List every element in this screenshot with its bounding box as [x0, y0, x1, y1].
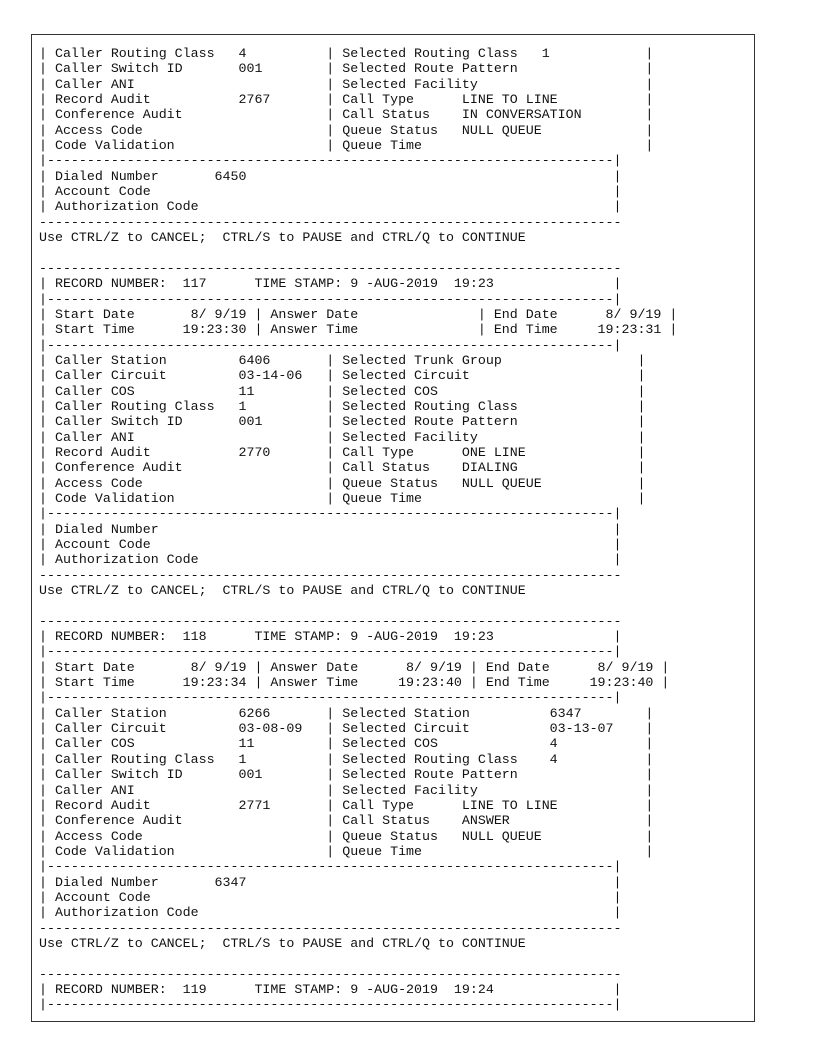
- terminal-line: | Access Code | Queue Status NULL QUEUE |: [39, 122, 654, 138]
- terminal-line: | Conference Audit | Call Status DIALING |: [39, 460, 646, 476]
- terminal-line: | Conference Audit | Call Status IN CONVERSATION |: [39, 107, 654, 123]
- terminal-line: | Caller ANI | Selected Facility |: [39, 782, 654, 798]
- terminal-line: | Caller Station 6266 | Selected Station 6347 |: [39, 705, 654, 721]
- terminal-line: | Dialed Number 6347 |: [39, 874, 622, 890]
- terminal-line: | Dialed Number |: [39, 521, 622, 537]
- terminal-line: | Caller ANI | Selected Facility |: [39, 76, 654, 92]
- terminal-line: | Caller Routing Class 1 | Selected Routing Class 4 |: [39, 751, 654, 767]
- terminal-line: | Caller Routing Class 1 | Selected Routing Class |: [39, 398, 646, 414]
- terminal-line: -------------------------------------------------------------------------: [39, 260, 622, 276]
- terminal-line: | Caller Routing Class 4 | Selected Routing Class 1 |: [39, 46, 654, 61]
- terminal-line: | Access Code | Queue Status NULL QUEUE |: [39, 828, 654, 844]
- terminal-line: |-----------------------------------------------------------------------|: [39, 291, 622, 307]
- terminal-line: | Caller Station 6406 | Selected Trunk Group |: [39, 352, 646, 368]
- prompt-line: Use CTRL/Z to CANCEL; CTRL/S to PAUSE and CTRL/Q to CONTINUE: [39, 935, 526, 951]
- terminal-line: | Caller Circuit 03-08-09 | Selected Circuit 03-13-07 |: [39, 721, 654, 737]
- terminal-line: | Caller COS 11 | Selected COS |: [39, 383, 646, 399]
- terminal-line: | Start Date 8/ 9/19 | Answer Date 8/ 9/19 | End Date 8/ 9/19 |: [39, 659, 670, 675]
- terminal-line: | Account Code |: [39, 537, 622, 552]
- terminal-line: | RECORD NUMBER: 119 TIME STAMP: 9 -AUG-2019 19:24 |: [39, 981, 622, 997]
- terminal-line: | Authorization Code |: [39, 199, 622, 215]
- terminal-line: | Code Validation | Queue Time |: [39, 490, 646, 506]
- terminal-line: | Start Time 19:23:34 | Answer Time 19:23:40 | End Time 19:23:40 |: [39, 675, 670, 691]
- terminal-line: |-----------------------------------------------------------------------|: [39, 859, 622, 875]
- terminal-output: [39, 46, 677, 1013]
- terminal-line: | Account Code |: [39, 184, 622, 200]
- terminal-line: | Caller Circuit 03-14-06 | Selected Circuit |: [39, 368, 646, 384]
- terminal-line: | RECORD NUMBER: 118 TIME STAMP: 9 -AUG-2019 19:23 |: [39, 629, 622, 645]
- terminal-line: | Start Time 19:23:30 | Answer Time | End Time 19:23:31 |: [39, 322, 678, 338]
- prompt-line: Use CTRL/Z to CANCEL; CTRL/S to PAUSE and CTRL/Q to CONTINUE: [39, 230, 526, 246]
- terminal-line: | Start Date 8/ 9/19 | Answer Date | End Date 8/ 9/19 |: [39, 306, 678, 322]
- terminal-line: -------------------------------------------------------------------------: [39, 920, 622, 936]
- terminal-line: | Caller COS 11 | Selected COS 4 |: [39, 736, 654, 752]
- terminal-line: |-----------------------------------------------------------------------|: [39, 506, 622, 522]
- prompt-line: Use CTRL/Z to CANCEL; CTRL/S to PAUSE and CTRL/Q to CONTINUE: [39, 583, 526, 599]
- terminal-line: | Authorization Code |: [39, 905, 622, 921]
- terminal-line: | Dialed Number 6450 |: [39, 168, 622, 184]
- terminal-line: [39, 951, 677, 966]
- terminal-line: -------------------------------------------------------------------------: [39, 214, 622, 230]
- terminal-line: | Code Validation | Queue Time |: [39, 138, 654, 154]
- terminal-line: -------------------------------------------------------------------------: [39, 966, 622, 982]
- terminal-line: | Code Validation | Queue Time |: [39, 843, 654, 859]
- terminal-line: | Caller Switch ID 001 | Selected Route Pattern |: [39, 767, 654, 783]
- terminal-line: |-----------------------------------------------------------------------|: [39, 337, 622, 353]
- terminal-line: | RECORD NUMBER: 117 TIME STAMP: 9 -AUG-2019 19:23 |: [39, 276, 622, 292]
- terminal-line: [39, 598, 677, 613]
- terminal-line: | Authorization Code |: [39, 552, 622, 568]
- terminal-line: |-----------------------------------------------------------------------|: [39, 690, 622, 706]
- terminal-line: | Conference Audit | Call Status ANSWER |: [39, 813, 654, 829]
- terminal-line: -------------------------------------------------------------------------: [39, 613, 622, 629]
- terminal-line: | Access Code | Queue Status NULL QUEUE |: [39, 475, 646, 491]
- terminal-line: | Record Audit 2767 | Call Type LINE TO LINE |: [39, 92, 654, 108]
- terminal-line: [39, 245, 677, 260]
- terminal-line: -------------------------------------------------------------------------: [39, 567, 622, 583]
- terminal-line: | Caller Switch ID 001 | Selected Route Pattern |: [39, 61, 654, 77]
- terminal-line: | Caller Switch ID 001 | Selected Route Pattern |: [39, 414, 646, 430]
- terminal-line: |-----------------------------------------------------------------------|: [39, 644, 622, 660]
- terminal-line: | Account Code |: [39, 889, 622, 905]
- terminal-line: | Caller ANI | Selected Facility |: [39, 429, 646, 445]
- terminal-line: | Record Audit 2771 | Call Type LINE TO LINE |: [39, 797, 654, 813]
- terminal-line: | Record Audit 2770 | Call Type ONE LINE |: [39, 444, 646, 460]
- terminal-line: |-----------------------------------------------------------------------|: [39, 997, 622, 1013]
- terminal-line: |-----------------------------------------------------------------------|: [39, 153, 622, 169]
